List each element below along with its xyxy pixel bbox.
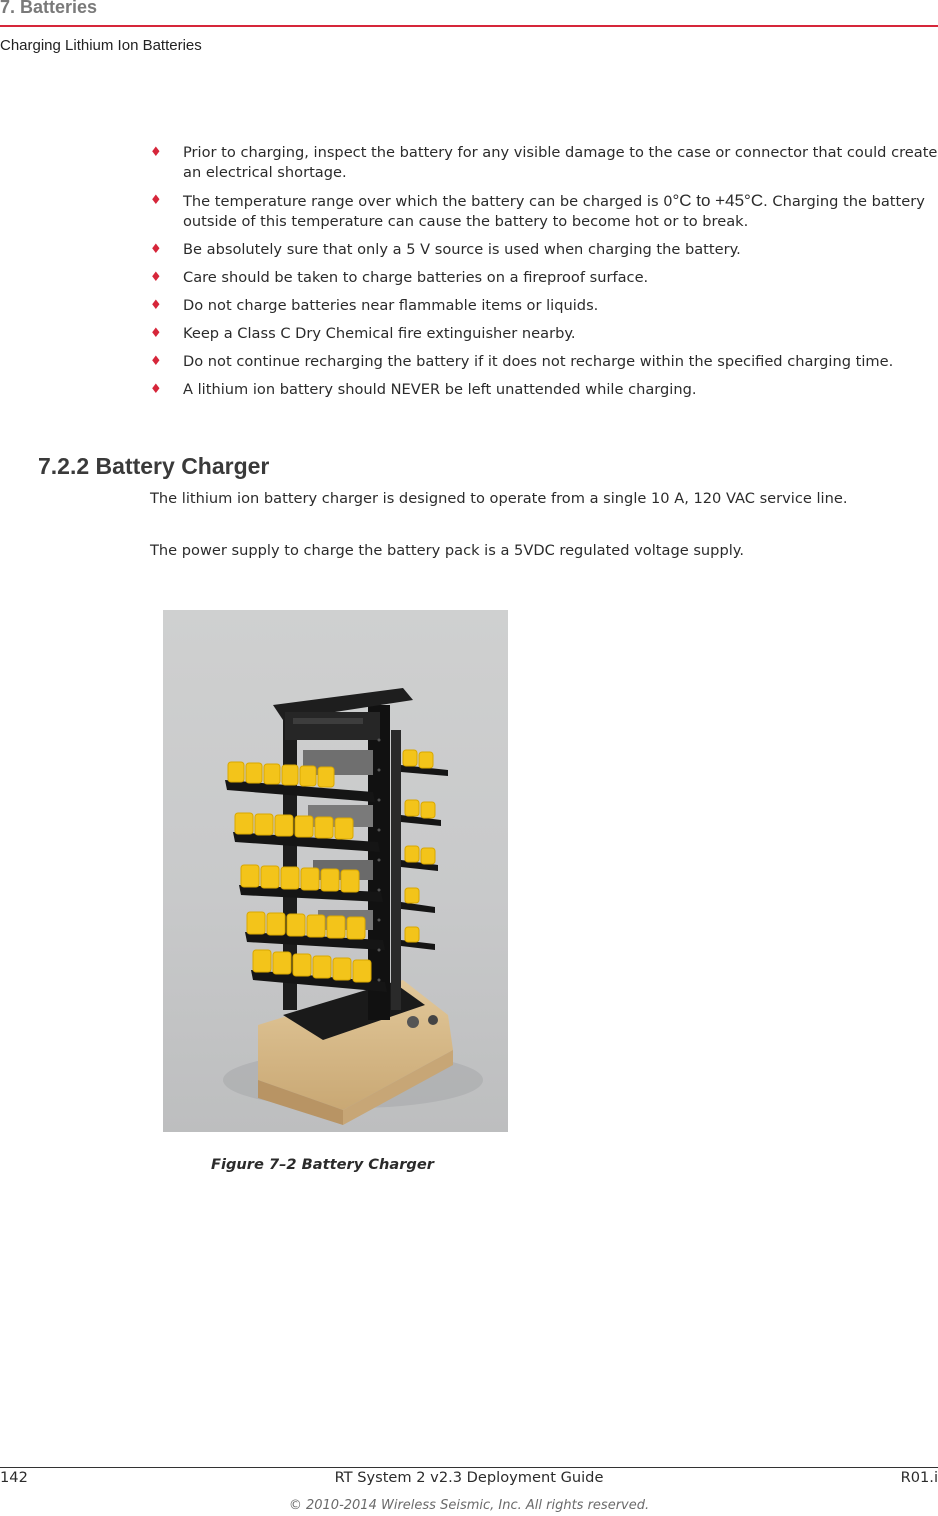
- diamond-bullet-icon: ♦: [150, 270, 162, 285]
- safety-bullet-list: [150, 143, 938, 408]
- document-title: RT System 2 v2.3 Deployment Guide: [334, 1469, 604, 1486]
- page-number: 142: [0, 1469, 28, 1486]
- diamond-bullet-icon: ♦: [150, 326, 162, 341]
- list-item: ♦ Care should be taken to charge batteries on a fireproof surface.: [150, 269, 649, 286]
- diamond-bullet-icon: ♦: [150, 145, 162, 160]
- list-item: ♦ Do not charge batteries near flammable items or liquids.: [150, 297, 599, 314]
- battery-charger-photo: [163, 610, 508, 1132]
- figure-caption: Figure 7–2 Battery Charger: [211, 1156, 434, 1173]
- diamond-bullet-icon: ♦: [150, 382, 162, 397]
- list-item: ♦ The temperature range over which the battery can be charged is 0°C to +45°C. Charging the battery outside of this temperature can cause the battery to become hot or to break.: [150, 191, 925, 230]
- list-item: ♦ A lithium ion battery should NEVER be left unattended while charging.: [150, 381, 697, 398]
- list-item: ♦ Prior to charging, inspect the battery for any visible damage to the case or connector that could create an electrical shortage.: [150, 144, 938, 181]
- header-rule: [0, 25, 938, 27]
- revision-label: R01.i: [900, 1469, 938, 1486]
- section-running-title: Charging Lithium Ion Batteries: [0, 37, 202, 54]
- temperature-range: °C to +45°C: [672, 191, 764, 210]
- footer-rule: [0, 1467, 938, 1468]
- diamond-bullet-icon: ♦: [150, 242, 162, 257]
- power-supply-description: The power supply to charge the battery pack is a 5VDC regulated voltage supply.: [150, 542, 744, 559]
- diamond-bullet-icon: ♦: [150, 193, 162, 208]
- list-item: ♦ Be absolutely sure that only a 5 V source is used when charging the battery.: [150, 241, 741, 258]
- copyright-notice: © 2010-2014 Wireless Seismic, Inc. All rights reserved.: [288, 1498, 650, 1513]
- list-item: ♦ Do not continue recharging the battery if it does not recharge within the specified charging time.: [150, 353, 894, 370]
- section-heading: 7.2.2 Battery Charger: [38, 453, 270, 479]
- list-item: ♦ Keep a Class C Dry Chemical fire extinguisher nearby.: [150, 325, 576, 342]
- diamond-bullet-icon: ♦: [150, 298, 162, 313]
- diamond-bullet-icon: ♦: [150, 354, 162, 369]
- charger-description: The lithium ion battery charger is designed to operate from a single 10 A, 120 VAC service line.: [150, 490, 848, 507]
- chapter-title: 7. Batteries: [0, 0, 98, 17]
